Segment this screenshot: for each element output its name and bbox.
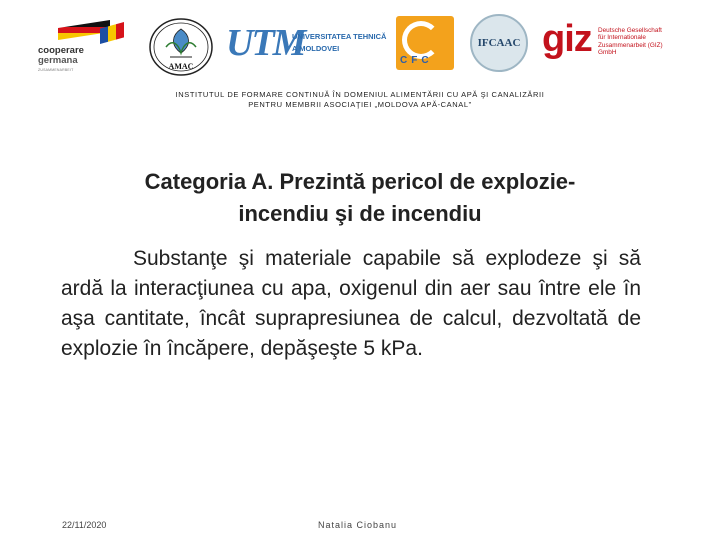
utm-name-line2: A MOLDOVEI xyxy=(292,44,340,53)
utm-name-line1: UNIVERSITATEA TEHNICĂ xyxy=(292,32,387,41)
amac-logo xyxy=(148,17,214,77)
germana-text: germana xyxy=(38,55,78,66)
institute-line2: PENTRU MEMBRII ASOCIAŢIEI „MOLDOVA APĂ-CANAL” xyxy=(248,100,472,109)
giz-description: Deutsche Gesellschaft für Internationale Zusammenarbeit (GIZ) GmbH xyxy=(598,27,663,57)
utm-logo xyxy=(226,22,388,64)
institute-header xyxy=(0,90,720,110)
giz-mark: giz xyxy=(542,18,592,60)
slide-body-text: Substanţe şi materiale capabile să explodeze şi să ardă la interacţiunea cu apa, oxigenul din aer sau între ele în aşa cantitate, încât suprapresiunea de calcul, dezvoltată de explozie în încăpere, depăşeşte 5 kPa. xyxy=(61,247,641,360)
slide-title-line2: incendiu şi de incendiu xyxy=(238,201,482,226)
cooperare-text: cooperare xyxy=(38,45,84,56)
ifcaac-logo xyxy=(470,14,528,72)
utm-mark: UTM xyxy=(226,22,305,64)
zusammenarbeit-text: ZUSAMMENARBEIT xyxy=(38,68,74,72)
slide-title-line1: Categoria A. Prezintă pericol de explozie- xyxy=(144,169,576,194)
institute-line1: INSTITUTUL DE FORMARE CONTINUĂ ÎN DOMENIUL ALIMENTĂRII CU APĂ ŞI CANALIZĂRII xyxy=(175,90,545,99)
amac-text: AMAC xyxy=(168,62,194,71)
giz-logo xyxy=(542,18,680,64)
cfc-logo xyxy=(396,16,454,70)
cfc-ring-icon xyxy=(402,21,440,59)
footer-author: Natalia Ciobanu xyxy=(318,520,398,530)
footer-date: 22/11/2020 xyxy=(62,520,107,530)
cooperare-germana-logo xyxy=(36,20,128,80)
cfc-text: CFC xyxy=(400,55,433,66)
slide-body xyxy=(61,244,641,364)
slide-title xyxy=(60,166,660,230)
partner-logos xyxy=(0,0,720,84)
ifcaac-text: IFCAAC xyxy=(477,37,521,49)
